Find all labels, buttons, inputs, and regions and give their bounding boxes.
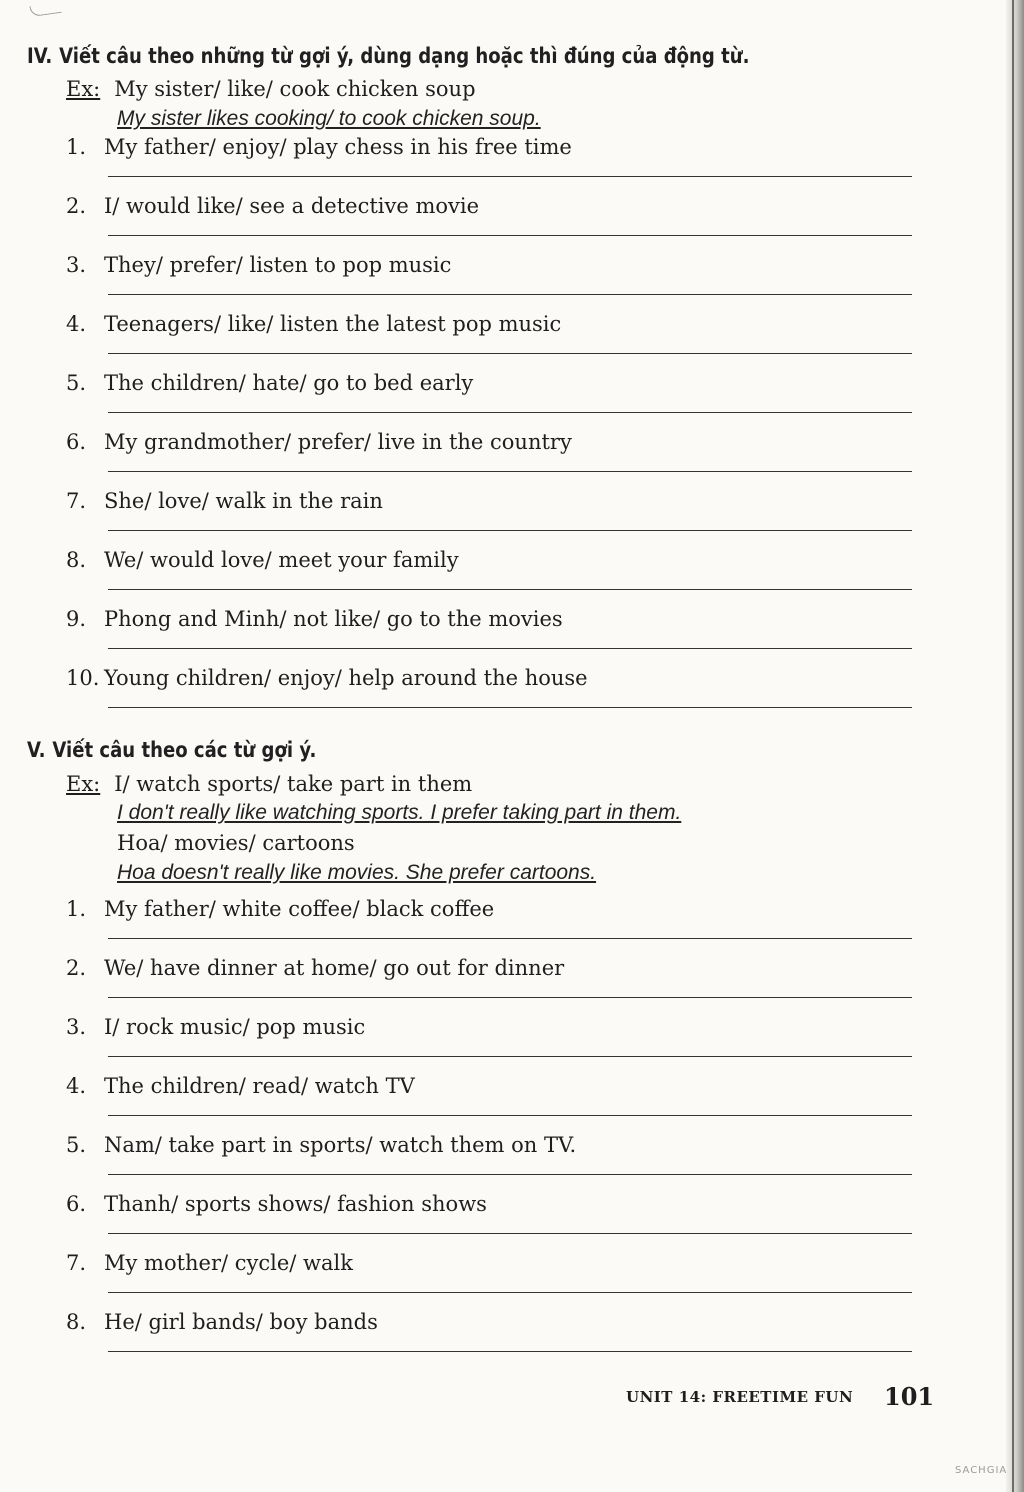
section-5-title: Viết câu theo các từ gợi ý. bbox=[52, 738, 317, 762]
item-prompt: I/ would like/ see a detective movie bbox=[104, 194, 480, 218]
item-number: 7. bbox=[66, 489, 87, 513]
answer-line[interactable] bbox=[108, 176, 912, 177]
section-4-example bbox=[66, 77, 476, 101]
exercise-item bbox=[66, 371, 912, 430]
item-number: 1. bbox=[66, 897, 87, 921]
answer-line[interactable] bbox=[108, 1233, 912, 1234]
answer-line[interactable] bbox=[108, 648, 912, 649]
footer-unit-title: UNIT 14: FREETIME FUN bbox=[626, 1388, 854, 1406]
item-prompt: They/ prefer/ listen to pop music bbox=[104, 253, 452, 277]
exercise-item bbox=[66, 489, 912, 548]
answer-line[interactable] bbox=[108, 997, 912, 998]
item-prompt: I/ rock music/ pop music bbox=[104, 1015, 366, 1039]
item-prompt: We/ would love/ meet your family bbox=[104, 548, 459, 572]
item-number: 4. bbox=[66, 1074, 87, 1098]
section-5-example-answer: I don't really like watching sports. I prefer taking part in them. bbox=[117, 801, 682, 824]
item-number: 3. bbox=[66, 253, 87, 277]
answer-line[interactable] bbox=[108, 707, 912, 708]
example-prompt: I/ watch sports/ take part in them bbox=[114, 772, 473, 796]
section-5-example2-prompt: Hoa/ movies/ cartoons bbox=[117, 831, 355, 855]
exercise-item bbox=[66, 1015, 912, 1074]
item-prompt: The children/ read/ watch TV bbox=[104, 1074, 415, 1098]
exercise-item bbox=[66, 1192, 912, 1251]
answer-line[interactable] bbox=[108, 471, 912, 472]
answer-line[interactable] bbox=[108, 412, 912, 413]
item-number: 4. bbox=[66, 312, 87, 336]
answer-line[interactable] bbox=[108, 589, 912, 590]
answer-line[interactable] bbox=[108, 294, 912, 295]
exercise-item bbox=[66, 430, 912, 489]
item-number: 6. bbox=[66, 430, 87, 454]
exercise-item bbox=[66, 956, 912, 1015]
answer-line[interactable] bbox=[108, 353, 912, 354]
item-prompt: My father/ enjoy/ play chess in his free time bbox=[104, 135, 572, 159]
item-number: 8. bbox=[66, 1310, 87, 1334]
item-number: 8. bbox=[66, 548, 87, 572]
exercise-item bbox=[66, 666, 912, 725]
answer-line[interactable] bbox=[108, 530, 912, 531]
answer-line[interactable] bbox=[108, 1292, 912, 1293]
example-prompt: My sister/ like/ cook chicken soup bbox=[114, 77, 476, 101]
item-number: 5. bbox=[66, 1133, 87, 1157]
example-label: Ex: bbox=[66, 772, 101, 796]
item-prompt: Phong and Minh/ not like/ go to the movies bbox=[104, 607, 563, 631]
item-number: 6. bbox=[66, 1192, 87, 1216]
page-binding-edge bbox=[1006, 0, 1024, 1492]
item-number: 9. bbox=[66, 607, 87, 631]
exercise-item bbox=[66, 897, 912, 956]
section-4-number: IV. bbox=[27, 44, 53, 68]
exercise-item bbox=[66, 607, 912, 666]
section-5-number: V. bbox=[27, 738, 46, 762]
item-prompt: We/ have dinner at home/ go out for dinner bbox=[104, 956, 565, 980]
watermark-text: SACHGIA bbox=[955, 1465, 1008, 1476]
item-prompt: Teenagers/ like/ listen the latest pop music bbox=[104, 312, 562, 336]
item-number: 2. bbox=[66, 956, 87, 980]
item-number: 1. bbox=[66, 135, 87, 159]
item-prompt: Young children/ enjoy/ help around the house bbox=[104, 666, 588, 690]
item-number: 10. bbox=[66, 666, 100, 690]
section-4-title: Viết câu theo những từ gợi ý, dùng dạng hoặc thì đúng của động từ. bbox=[59, 44, 750, 68]
item-prompt: My mother/ cycle/ walk bbox=[104, 1251, 353, 1275]
item-number: 3. bbox=[66, 1015, 87, 1039]
section-5-example bbox=[66, 772, 472, 796]
exercise-item bbox=[66, 253, 912, 312]
answer-line[interactable] bbox=[108, 235, 912, 236]
exercise-item bbox=[66, 1310, 912, 1369]
exercise-item bbox=[66, 1133, 912, 1192]
item-prompt: Thanh/ sports shows/ fashion shows bbox=[104, 1192, 487, 1216]
corner-scribble bbox=[29, 2, 61, 17]
exercise-item bbox=[66, 548, 912, 607]
item-number: 7. bbox=[66, 1251, 87, 1275]
item-prompt: My grandmother/ prefer/ live in the country bbox=[104, 430, 572, 454]
item-prompt: He/ girl bands/ boy bands bbox=[104, 1310, 378, 1334]
example-label: Ex: bbox=[66, 77, 101, 101]
item-number: 5. bbox=[66, 371, 87, 395]
section-4-example-answer: My sister likes cooking/ to cook chicken soup. bbox=[117, 107, 541, 130]
item-prompt: Nam/ take part in sports/ watch them on TV. bbox=[104, 1133, 577, 1157]
answer-line[interactable] bbox=[108, 1056, 912, 1057]
exercise-item bbox=[66, 312, 912, 371]
section-4-heading bbox=[27, 44, 749, 68]
exercise-item bbox=[66, 135, 912, 194]
answer-line[interactable] bbox=[108, 938, 912, 939]
page-number: 101 bbox=[884, 1382, 935, 1411]
exercise-item bbox=[66, 194, 912, 253]
item-prompt: The children/ hate/ go to bed early bbox=[104, 371, 474, 395]
answer-line[interactable] bbox=[108, 1351, 912, 1352]
section-5-example2-answer: Hoa doesn't really like movies. She prefer cartoons. bbox=[117, 861, 597, 884]
section-5-heading bbox=[27, 738, 316, 762]
item-prompt: She/ love/ walk in the rain bbox=[104, 489, 383, 513]
answer-line[interactable] bbox=[108, 1115, 912, 1116]
item-number: 2. bbox=[66, 194, 87, 218]
answer-line[interactable] bbox=[108, 1174, 912, 1175]
exercise-item bbox=[66, 1074, 912, 1133]
exercise-item bbox=[66, 1251, 912, 1310]
item-prompt: My father/ white coffee/ black coffee bbox=[104, 897, 495, 921]
